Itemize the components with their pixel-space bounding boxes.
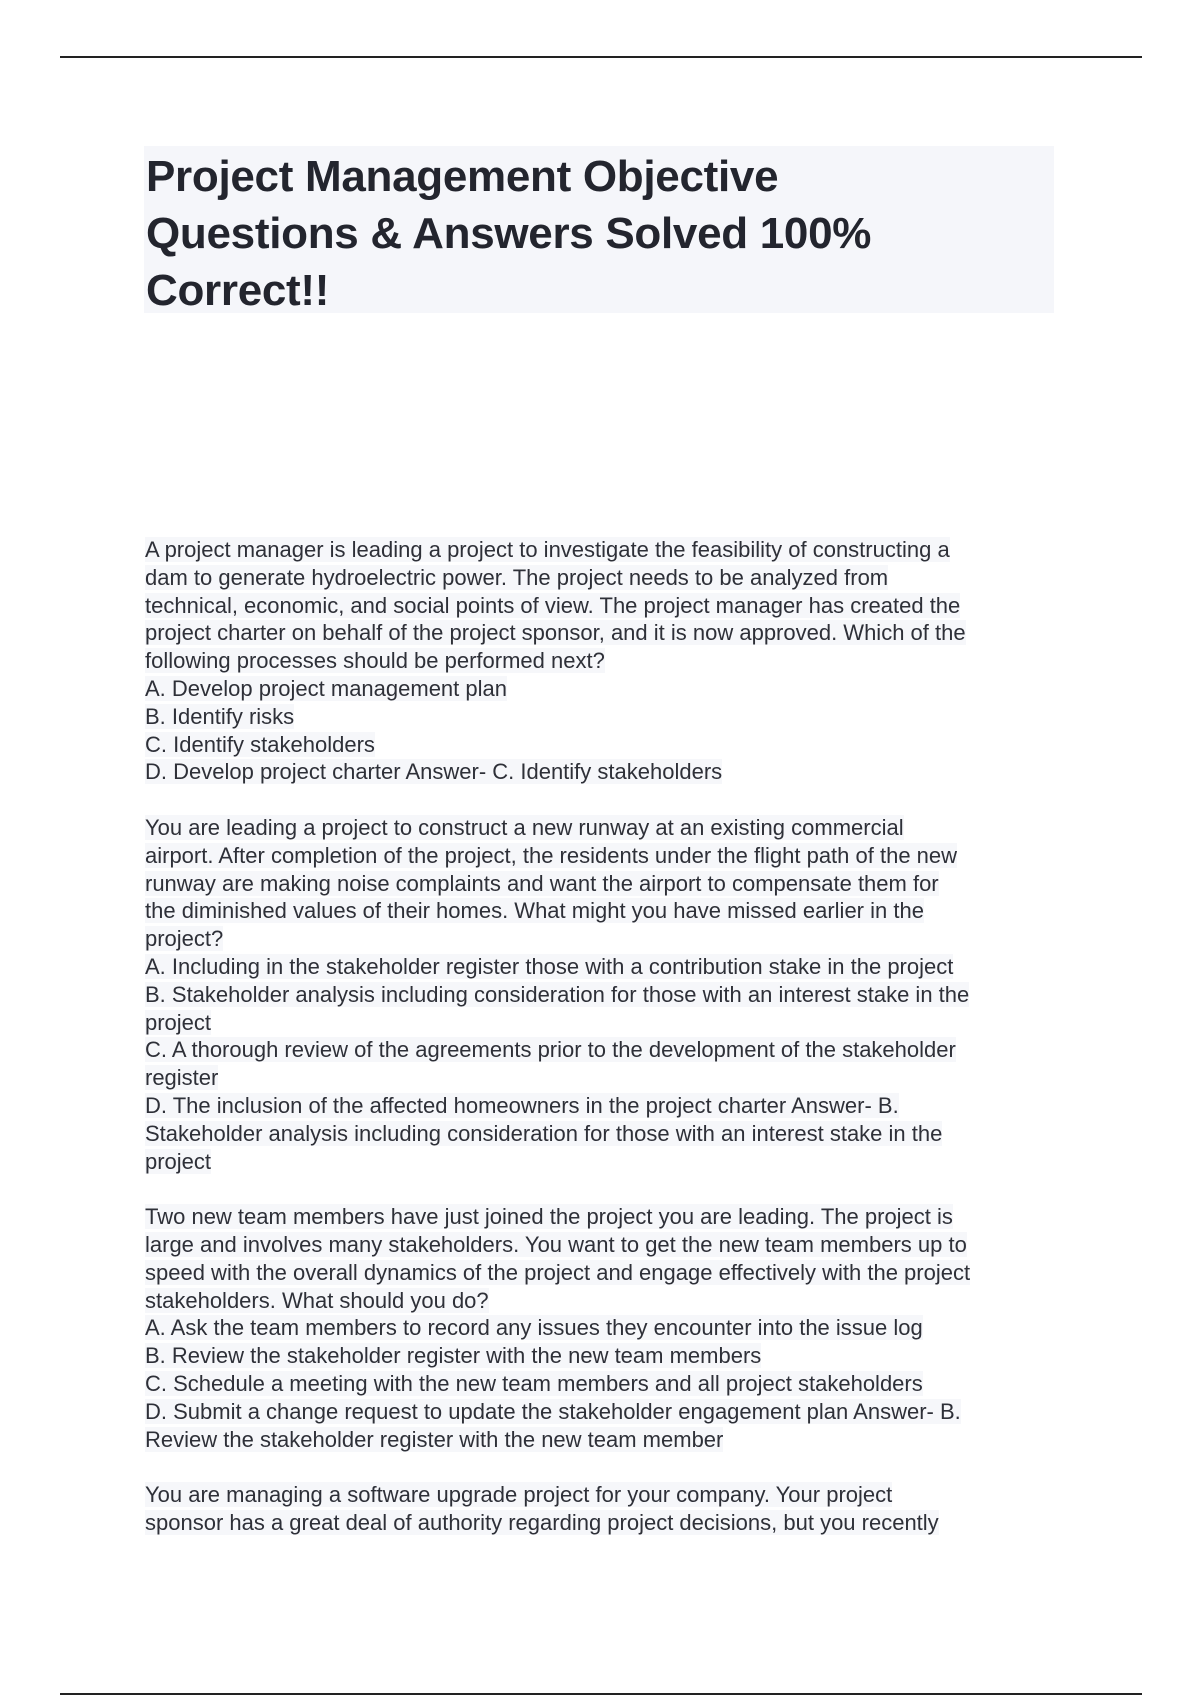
question-line-text: A. Ask the team members to record any issues they encounter into the issue log [145, 1315, 923, 1341]
question-line-text: D. Develop project charter Answer- C. Identify stakeholders [145, 759, 723, 785]
question-line-text: dam to generate hydroelectric power. The project needs to be analyzed from [145, 564, 889, 590]
question-block [145, 1203, 1065, 1453]
question-line [145, 1120, 1065, 1148]
question-line-text: project [145, 1148, 212, 1174]
question-line [145, 1148, 1065, 1176]
question-block [145, 814, 1065, 1175]
question-line-text: Review the stakeholder register with the new team member [145, 1426, 724, 1452]
question-line-text: sponsor has a great deal of authority regarding project decisions, but you recently [145, 1509, 939, 1535]
title-line: Questions & Answers Solved 100% [146, 209, 872, 258]
question-line [145, 870, 1065, 898]
question-line-text: C. Schedule a meeting with the new team members and all project stakeholders [145, 1370, 923, 1396]
question-line [145, 1092, 1065, 1120]
question-line-text: stakeholders. What should you do? [145, 1287, 489, 1313]
question-line-text: C. Identify stakeholders [145, 731, 375, 757]
question-line [145, 1342, 1065, 1370]
question-list [145, 536, 1065, 1564]
question-line [145, 1287, 1065, 1315]
question-line [145, 1398, 1065, 1426]
question-line-text: B. Review the stakeholder register with the new team members [145, 1343, 762, 1369]
question-line [145, 647, 1065, 675]
question-line-text: A. Develop project management plan [145, 675, 507, 701]
question-line [145, 1370, 1065, 1398]
footer-rule [60, 1693, 1142, 1695]
question-line-text: B. Stakeholder analysis including consideration for those with an interest stake in the [145, 981, 970, 1007]
question-line [145, 1009, 1065, 1037]
question-line-text: Stakeholder analysis including consideration for those with an interest stake in the [145, 1120, 943, 1146]
question-line-text: following processes should be performed next? [145, 648, 605, 674]
question-line-text: You are leading a project to construct a new runway at an existing commercial [145, 814, 904, 840]
question-line [145, 814, 1065, 842]
question-line-text: Two new team members have just joined the project you are leading. The project is [145, 1204, 953, 1230]
question-line [145, 1064, 1065, 1092]
question-line-text: B. Identify risks [145, 703, 295, 729]
title-line: Correct!! [146, 266, 330, 315]
question-line-text: airport. After completion of the project, the residents under the flight path of the new [145, 842, 958, 868]
question-line-text: technical, economic, and social points of view. The project manager has created the [145, 592, 961, 618]
question-line-text: the diminished values of their homes. What might you have missed earlier in the [145, 898, 924, 924]
question-line-text: project [145, 1009, 212, 1035]
question-line [145, 564, 1065, 592]
question-line [145, 1259, 1065, 1287]
question-line-text: C. A thorough review of the agreements prior to the development of the stakeholder [145, 1037, 956, 1063]
question-line [145, 981, 1065, 1009]
question-line-text: large and involves many stakeholders. You want to get the new team members up to [145, 1231, 967, 1257]
question-line [145, 1036, 1065, 1064]
question-line-text: runway are making noise complaints and want the airport to compensate them for [145, 870, 939, 896]
question-line [145, 1481, 1065, 1509]
question-line [145, 675, 1065, 703]
question-line [145, 592, 1065, 620]
question-line [145, 619, 1065, 647]
question-line [145, 731, 1065, 759]
question-line-text: A. Including in the stakeholder register those with a contribution stake in the project [145, 953, 954, 979]
question-line [145, 1203, 1065, 1231]
question-block [145, 536, 1065, 786]
question-line [145, 953, 1065, 981]
question-line [145, 1231, 1065, 1259]
question-line [145, 842, 1065, 870]
question-line [145, 925, 1065, 953]
question-line-text: speed with the overall dynamics of the project and engage effectively with the project [145, 1259, 971, 1285]
question-line [145, 1509, 1065, 1537]
question-line [145, 897, 1065, 925]
question-line-text: D. Submit a change request to update the stakeholder engagement plan Answer- B. [145, 1398, 961, 1424]
title-line: Project Management Objective [146, 152, 779, 201]
question-line-text: register [145, 1065, 219, 1091]
question-line-text: D. The inclusion of the affected homeowners in the project charter Answer- B. [145, 1092, 899, 1118]
question-line [145, 758, 1065, 786]
header-rule [60, 56, 1142, 58]
question-block [145, 1481, 1065, 1537]
question-line [145, 703, 1065, 731]
question-line-text: project? [145, 926, 224, 952]
question-line-text: A project manager is leading a project to investigate the feasibility of constructing a [145, 537, 950, 562]
question-line-text: You are managing a software upgrade project for your company. Your project [145, 1482, 893, 1508]
question-line [145, 536, 1065, 564]
question-line-text: project charter on behalf of the project sponsor, and it is now approved. Which of the [145, 620, 966, 646]
question-line [145, 1314, 1065, 1342]
document-title [146, 148, 871, 319]
question-line [145, 1426, 1065, 1454]
